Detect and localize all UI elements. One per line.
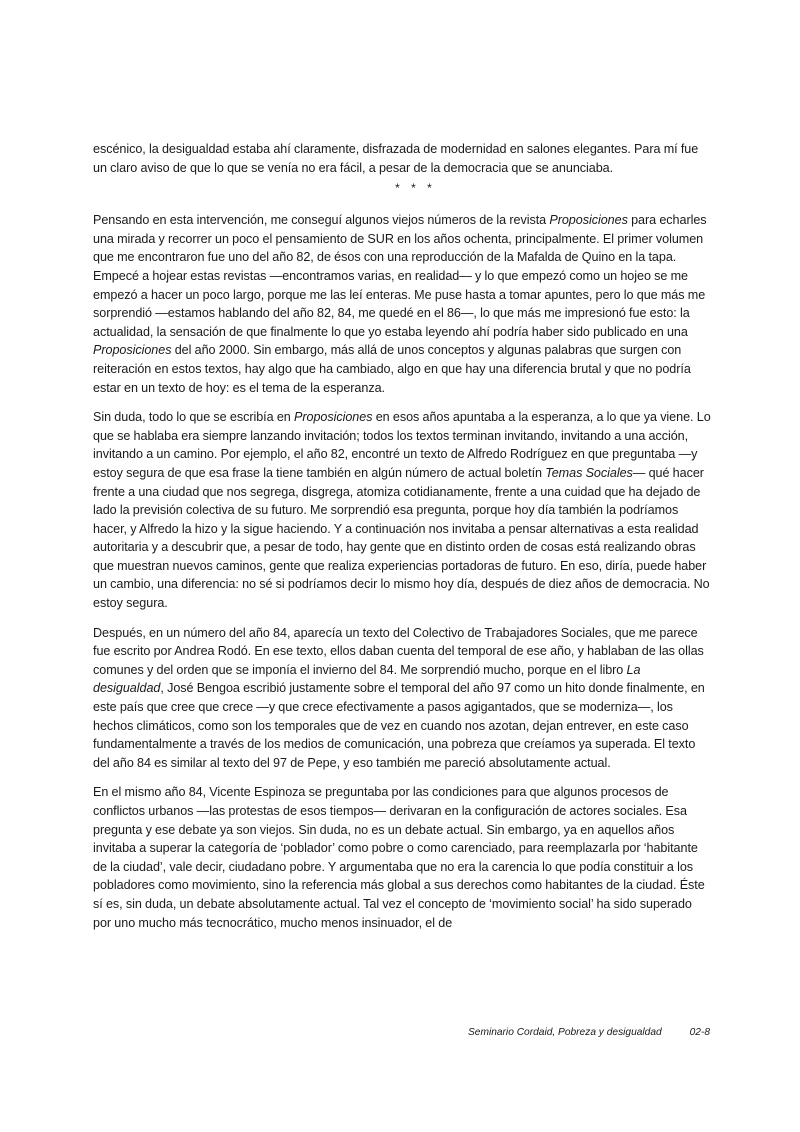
- footer-subtitle: , Pobreza y desigualdad: [552, 1027, 662, 1038]
- text-run: del año 2000. Sin embargo, más allá de unos conceptos y algunas palabras que surgen con reiteración en estos textos, hay algo que ha cambiado, algo en que hay una diferencia brutal y que no podría estar en un texto de hoy: es el tema de la esperanza.: [93, 343, 691, 395]
- paragraph: [93, 211, 713, 397]
- page-number: 02-8: [689, 1027, 710, 1038]
- italic-title-run: La desigualdad: [93, 662, 641, 696]
- text-run: Después, en un número del año 84, aparecía un texto del Colectivo de Trabajadores Sociales, que me parece fue escrito por Andrea Rodó. En ese texto, ellos daban cuenta del temporal de ese año, y hablaban de las ollas comunes y del orden que se imponía el invierno del 84. Me sorprendió mucho, porque en el libro: [93, 625, 704, 677]
- text-run: Pensando en esta intervención, me conseguí algunos viejos números de la revista: [93, 213, 550, 228]
- section-separator: * * *: [395, 181, 436, 196]
- italic-title-run: Proposiciones: [549, 213, 628, 228]
- text-run: en esos años apuntaba a la esperanza, a lo que ya viene. Lo que se hablaba era siempre lanzando invitación; todos los textos terminan invitando, invitando a una acción, invitando a un camino. Por ejemplo, el año 82, encontré un texto de Alfredo Rodríguez en que preguntaba —y estoy segura de que esa frase la tiene también en algún número de actual boletín: [93, 410, 711, 480]
- text-run: escénico, la desigualdad estaba ahí claramente, disfrazada de modernidad en salones elegantes. Para mí fue un claro aviso de que lo que se venía no era fácil, a pesar de la democracia que se anunciaba.: [93, 142, 699, 175]
- paragraph: [93, 140, 713, 177]
- text-run: , José Bengoa escribió justamente sobre el temporal del año 97 como un hito donde finalmente, en este país que cree que crece —y que crece efectivamente a pasos agigantados, que se moderniza—, los hechos climáticos, como son los temporales que de vez en cuando nos azotan, dejan entrever, en este caso fundamentalmente a través de los medios de comunicación, una pobreza que creíamos ya superada. El texto del año 84 es similar al texto del 97 de Pepe, y eso también me pareció absolutamente actual.: [93, 681, 705, 770]
- footer-seminar: Seminario Cordaid: [468, 1027, 553, 1038]
- paragraph: [93, 783, 713, 932]
- paragraph: [93, 408, 713, 613]
- italic-title-run: Proposiciones: [93, 343, 172, 358]
- text-run: — qué hacer frente a una ciudad que nos segrega, disgrega, atomiza cotidianamente, frente a una cuidad que ha dejado de lado la previsión colectiva de su futuro. Me sorprendió esa pregunta, porque hoy día también la podríamos hacer, y Alfredo la hizo y la sigue haciendo. Y a continuación nos invitaba a pensar alternativas a esta realidad autoritaria y a descubrir que, a pesar de todo, hay gente que en distinto orden de cosas está realizando obras que muestran nuevos caminos, gente que realiza experiencias portadoras de futuro. En eso, diría, puede haber un cambio, una diferencia: no sé si podríamos decir lo mismo hoy día, después de diez años de democracia. No estoy segura.: [93, 465, 710, 611]
- paragraph: [93, 624, 713, 773]
- text-run: En el mismo año 84, Vicente Espinoza se preguntaba por las condiciones para que algunos procesos de conflictos urbanos —las protestas de esos tiempos— derivaran en la configuración de actores sociales. Esa pregunta y ese debate ya son viejos. Sin duda, no es un debate actual. Sin embargo, ya en aquellos años invitaba a superar la categoría de ‘poblador’ como pobre o como carenciado, para reemplazarla por ‘habitante de la ciudad’, vale decir, ciudadano pobre. Y argumentaba que no era la carencia lo que podía constituir a los pobladores como movimiento, sino la referencia más global a sus derechos como habitantes de la ciudad. Éste sí es, sin duda, un debate absolutamente actual. Tal vez el concepto de ‘movimiento social’ ha sido superado por uno mucho más tecnocrático, mucho menos insinuador, el de: [93, 785, 705, 930]
- page-body: [93, 140, 713, 943]
- text-run: para echarles una mirada y recorrer un poco el pensamiento de SUR en los años ochenta, principalmente. El primer volumen que me encontraron fue uno del año 82, de ésos con una reproducción de la Mafalda de Quino en la tapa. Empecé a hojear estas revistas —encontramos varias, en realidad— y lo que empezó como un hojeo se me empezó a hacer un poco largo, porque me las leí enteras. Me puse hasta a tomar apuntes, pero lo que más me sorprendió —estamos hablando del año 82, 84, me quedé en el 86—, lo que más me impresionó fue esto: la actualidad, la sensación de que finalmente lo que yo estaba leyendo ahí podría haber sido publicado en una: [93, 213, 707, 339]
- italic-title-run: Proposiciones: [294, 410, 373, 425]
- italic-title-run: Temas Sociales: [545, 465, 633, 480]
- footer-title: [468, 1027, 662, 1038]
- text-run: Sin duda, todo lo que se escribía en: [93, 410, 294, 425]
